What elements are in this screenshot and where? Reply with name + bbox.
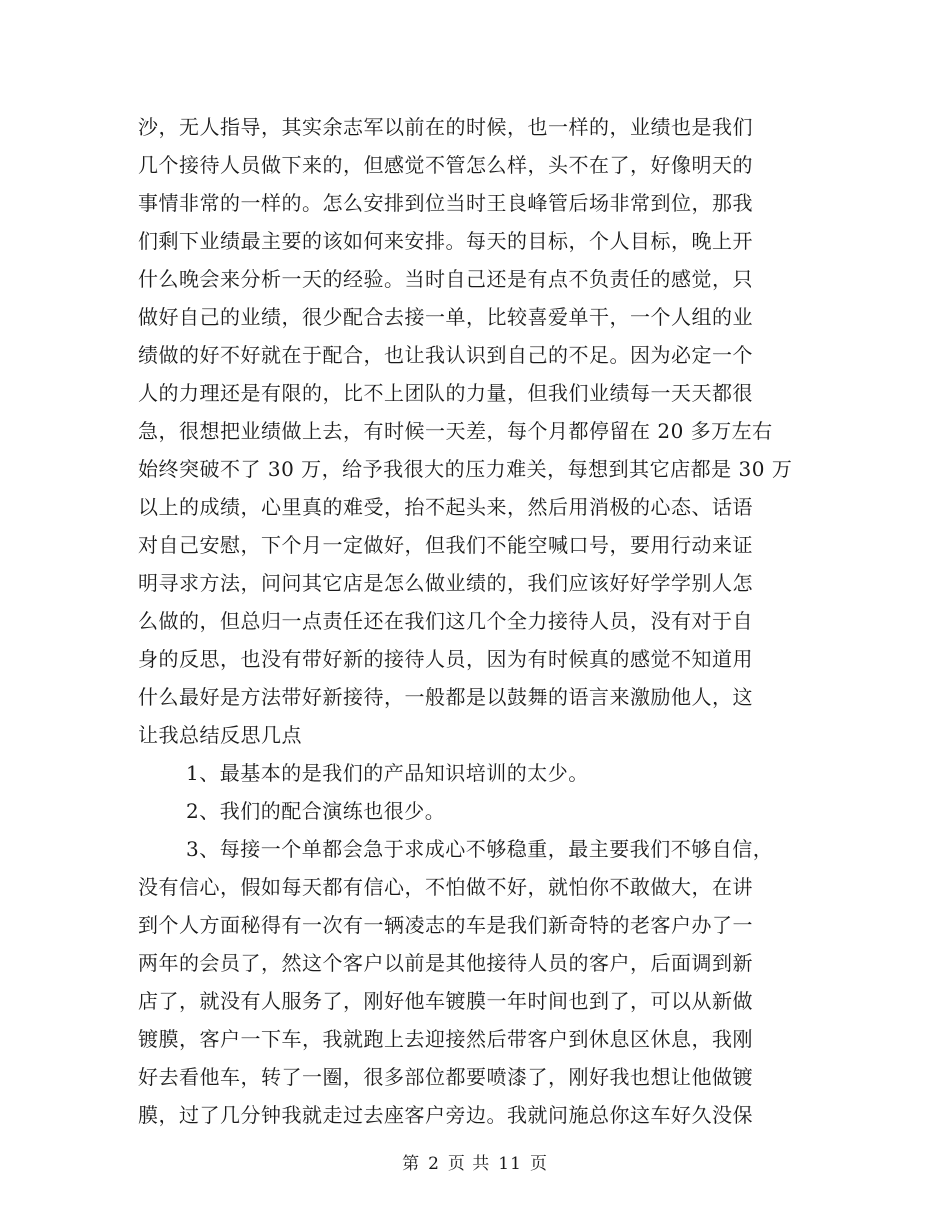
- footer-prefix: 第: [402, 1154, 421, 1174]
- text-line: 事情非常的一样的。怎么安排到位当时王良峰管后场非常到位，那我: [138, 191, 753, 215]
- page-number: 2: [428, 1154, 440, 1174]
- text-line: 什么最好是方法带好新接待，一般都是以鼓舞的语言来激励他人，这: [138, 685, 753, 709]
- list-item-2: 2、我们的配合演练也很少。: [186, 799, 446, 823]
- text-line: 没有信心，假如每天都有信心，不怕做不好，就怕你不敢做大，在讲: [138, 875, 753, 899]
- text-line: 做好自己的业绩，很少配合去接一单，比较喜爱单干，一个人组的业: [138, 305, 753, 329]
- text-line: 急，很想把业绩做上去，有时候一天差，每个月都停留在 20 多万左右: [138, 419, 773, 443]
- total-pages: 11: [498, 1154, 522, 1174]
- text-line: 身的反思，也没有带好新的接待人员，因为有时候真的感觉不知道用: [138, 647, 753, 671]
- text-line: 明寻求方法，问问其它店是怎么做业绩的，我们应该好好学学别人怎: [138, 571, 753, 595]
- text-line: 么做的，但总归一点责任还在我们这几个全力接待人员，没有对于自: [138, 609, 753, 633]
- text-line: 镀膜，客户一下车，我就跑上去迎接然后带客户到休息区休息，我刚: [138, 1027, 753, 1051]
- text-line: 好去看他车，转了一圈，很多部位都要喷漆了，刚好我也想让他做镀: [138, 1065, 753, 1089]
- footer-suffix: 页: [529, 1154, 548, 1174]
- text-line: 几个接待人员做下来的，但感觉不管怎么样，头不在了，好像明天的: [138, 153, 753, 177]
- list-item-1: 1、最基本的是我们的产品知识培训的太少。: [186, 761, 589, 785]
- text-line: 绩做的好不好就在于配合，也让我认识到自己的不足。因为必定一个: [138, 343, 753, 367]
- text-line: 始终突破不了 30 万，给予我很大的压力难关，每想到其它店都是 30 万: [138, 457, 793, 481]
- text-line: 人的力理还是有限的，比不上团队的力量，但我们业绩每一天天都很: [138, 381, 753, 405]
- text-line: 对自己安慰，下个月一定做好，但我们不能空喊口号，要用行动来证: [138, 533, 753, 557]
- footer-middle: 页 共: [447, 1154, 491, 1174]
- text-line: 两年的会员了，然这个客户以前是其他接待人员的客户，后面调到新: [138, 951, 753, 975]
- text-line: 什么晚会来分析一天的经验。当时自己还是有点不负责任的感觉，只: [138, 267, 753, 291]
- text-line: 膜，过了几分钟我就走过去座客户旁边。我就问施总你这车好久没保: [138, 1103, 753, 1127]
- text-line: 到个人方面秘得有一次有一辆凌志的车是我们新奇特的老客户办了一: [138, 913, 753, 937]
- list-item-3: 3、每接一个单都会急于求成心不够稳重，最主要我们不够自信，: [186, 837, 774, 861]
- text-line: 让我总结反思几点: [138, 723, 302, 747]
- text-line: 们剩下业绩最主要的该如何来安排。每天的目标，个人目标，晚上开: [138, 229, 753, 253]
- body-text: [138, 108, 818, 1134]
- text-line: 沙，无人指导，其实余志军以前在的时候，也一样的，业绩也是我们: [138, 115, 753, 139]
- text-line: 店了，就没有人服务了，刚好他车镀膜一年时间也到了，可以从新做: [138, 989, 753, 1013]
- text-line: 以上的成绩，心里真的难受，抬不起头来，然后用消极的心态、话语: [138, 495, 753, 519]
- page-footer: [0, 1152, 950, 1176]
